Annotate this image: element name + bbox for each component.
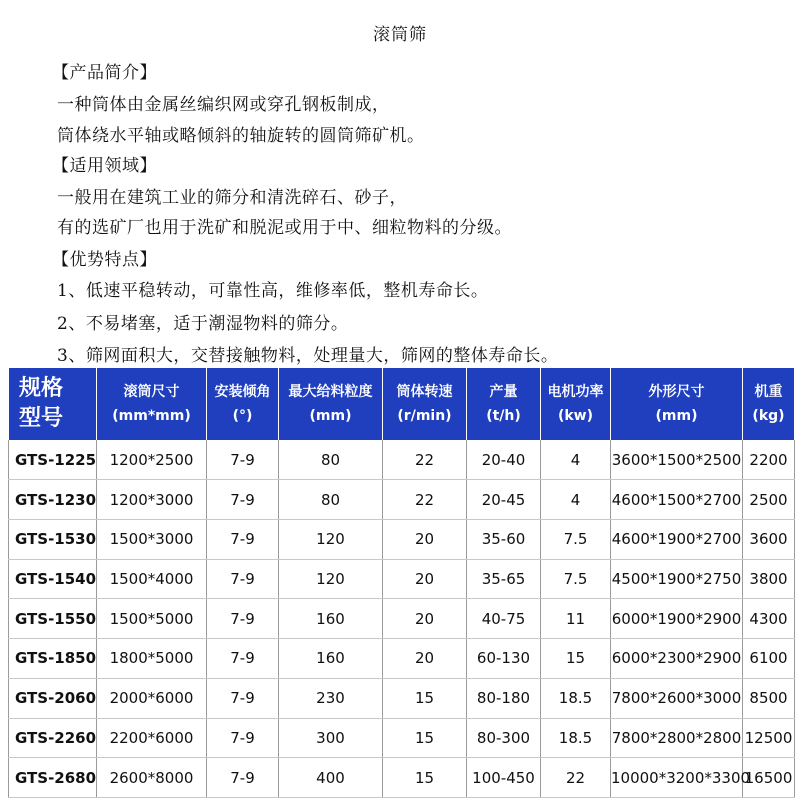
table-row (9, 559, 795, 599)
cell-drum-size: 1500*3000 (97, 519, 207, 559)
cell-power: 15 (541, 639, 611, 679)
cell-speed: 15 (383, 758, 467, 798)
table-header-row (9, 368, 795, 440)
cell-feed-size: 80 (279, 480, 383, 520)
cell-dimensions: 4600*1900*2700 (611, 519, 743, 559)
features-heading: 【优势特点】 (52, 250, 157, 270)
table-row (9, 678, 795, 718)
cell-speed: 15 (383, 718, 467, 758)
cell-feed-size: 300 (279, 718, 383, 758)
header-capacity: 产量 (t/h) (467, 368, 541, 440)
cell-angle: 7-9 (207, 599, 279, 639)
cell-feed-size: 160 (279, 639, 383, 679)
feature-line-1: 1、低速平稳转动，可靠性高，维修率低，整机寿命长。 (57, 281, 489, 301)
table-row (9, 639, 795, 679)
cell-capacity: 35-60 (467, 519, 541, 559)
cell-angle: 7-9 (207, 639, 279, 679)
header-feed-size: 最大给料粒度 (mm) (279, 368, 383, 440)
cell-dimensions: 6000*1900*2900 (611, 599, 743, 639)
cell-model: GTS-1550 (9, 599, 97, 639)
table-row (9, 718, 795, 758)
cell-dimensions: 6000*2300*2900 (611, 639, 743, 679)
cell-speed: 22 (383, 440, 467, 480)
cell-power: 18.5 (541, 718, 611, 758)
cell-speed: 15 (383, 678, 467, 718)
usage-line-2: 有的选矿厂也用于洗矿和脱泥或用于中、细粒物料的分级。 (57, 218, 512, 238)
cell-model: GTS-1540 (9, 559, 97, 599)
cell-speed: 22 (383, 480, 467, 520)
cell-capacity: 60-130 (467, 639, 541, 679)
cell-model: GTS-1230 (9, 480, 97, 520)
table-row (9, 519, 795, 559)
intro-line-1: 一种筒体由金属丝编织网或穿孔钢板制成， (57, 95, 390, 115)
cell-drum-size: 1500*4000 (97, 559, 207, 599)
cell-feed-size: 160 (279, 599, 383, 639)
cell-drum-size: 1200*2500 (97, 440, 207, 480)
cell-power: 11 (541, 599, 611, 639)
cell-weight: 12500 (743, 718, 795, 758)
cell-model: GTS-2060 (9, 678, 97, 718)
cell-dimensions: 7800*2800*2800 (611, 718, 743, 758)
cell-capacity: 80-180 (467, 678, 541, 718)
cell-capacity: 20-40 (467, 440, 541, 480)
cell-capacity: 40-75 (467, 599, 541, 639)
cell-drum-size: 1800*5000 (97, 639, 207, 679)
page-title: 滚筒筛 (373, 25, 427, 45)
feature-line-2: 2、不易堵塞，适于潮湿物料的筛分。 (57, 314, 349, 334)
cell-speed: 20 (383, 599, 467, 639)
cell-power: 7.5 (541, 559, 611, 599)
header-power: 电机功率 (kw) (541, 368, 611, 440)
cell-feed-size: 120 (279, 559, 383, 599)
cell-model: GTS-1225 (9, 440, 97, 480)
cell-angle: 7-9 (207, 440, 279, 480)
cell-power: 22 (541, 758, 611, 798)
cell-model: GTS-1530 (9, 519, 97, 559)
cell-weight: 3600 (743, 519, 795, 559)
cell-feed-size: 230 (279, 678, 383, 718)
cell-power: 7.5 (541, 519, 611, 559)
header-speed: 筒体转速 (r/min) (383, 368, 467, 440)
cell-capacity: 80-300 (467, 718, 541, 758)
cell-dimensions: 10000*3200*3300 (611, 758, 743, 798)
cell-power: 4 (541, 440, 611, 480)
intro-line-2: 筒体绕水平轴或略倾斜的轴旋转的圆筒筛矿机。 (57, 126, 425, 146)
feature-line-3: 3、筛网面积大，交替接触物料，处理量大，筛网的整体寿命长。 (57, 346, 559, 366)
cell-angle: 7-9 (207, 718, 279, 758)
cell-dimensions: 3600*1500*2500 (611, 440, 743, 480)
cell-angle: 7-9 (207, 519, 279, 559)
cell-weight: 2500 (743, 480, 795, 520)
cell-weight: 4300 (743, 599, 795, 639)
cell-capacity: 20-45 (467, 480, 541, 520)
cell-drum-size: 1200*3000 (97, 480, 207, 520)
usage-line-1: 一般用在建筑工业的筛分和清洗碎石、砂子， (57, 188, 407, 208)
table-row (9, 480, 795, 520)
cell-weight: 3800 (743, 559, 795, 599)
table-row (9, 599, 795, 639)
cell-power: 18.5 (541, 678, 611, 718)
cell-feed-size: 80 (279, 440, 383, 480)
cell-drum-size: 1500*5000 (97, 599, 207, 639)
table-row (9, 440, 795, 480)
cell-dimensions: 4500*1900*2750 (611, 559, 743, 599)
cell-feed-size: 400 (279, 758, 383, 798)
cell-drum-size: 2000*6000 (97, 678, 207, 718)
cell-drum-size: 2600*8000 (97, 758, 207, 798)
header-weight: 机重 (kg) (743, 368, 795, 440)
cell-angle: 7-9 (207, 678, 279, 718)
header-model: 规格 型号 (9, 368, 97, 440)
cell-weight: 16500 (743, 758, 795, 798)
spec-table (8, 368, 795, 798)
cell-model: GTS-2680 (9, 758, 97, 798)
cell-speed: 20 (383, 519, 467, 559)
cell-weight: 6100 (743, 639, 795, 679)
cell-dimensions: 7800*2600*3000 (611, 678, 743, 718)
cell-dimensions: 4600*1500*2700 (611, 480, 743, 520)
usage-heading: 【适用领域】 (52, 156, 157, 176)
cell-weight: 2200 (743, 440, 795, 480)
cell-capacity: 35-65 (467, 559, 541, 599)
cell-angle: 7-9 (207, 758, 279, 798)
cell-angle: 7-9 (207, 480, 279, 520)
cell-speed: 20 (383, 559, 467, 599)
cell-weight: 8500 (743, 678, 795, 718)
cell-power: 4 (541, 480, 611, 520)
table-row (9, 758, 795, 798)
cell-speed: 20 (383, 639, 467, 679)
cell-model: GTS-2260 (9, 718, 97, 758)
cell-angle: 7-9 (207, 559, 279, 599)
header-drum-size: 滚筒尺寸 (mm*mm) (97, 368, 207, 440)
header-dimensions: 外形尺寸 (mm) (611, 368, 743, 440)
cell-capacity: 100-450 (467, 758, 541, 798)
cell-feed-size: 120 (279, 519, 383, 559)
intro-heading: 【产品简介】 (52, 63, 157, 83)
header-angle: 安装倾角 (°) (207, 368, 279, 440)
cell-drum-size: 2200*6000 (97, 718, 207, 758)
cell-model: GTS-1850 (9, 639, 97, 679)
